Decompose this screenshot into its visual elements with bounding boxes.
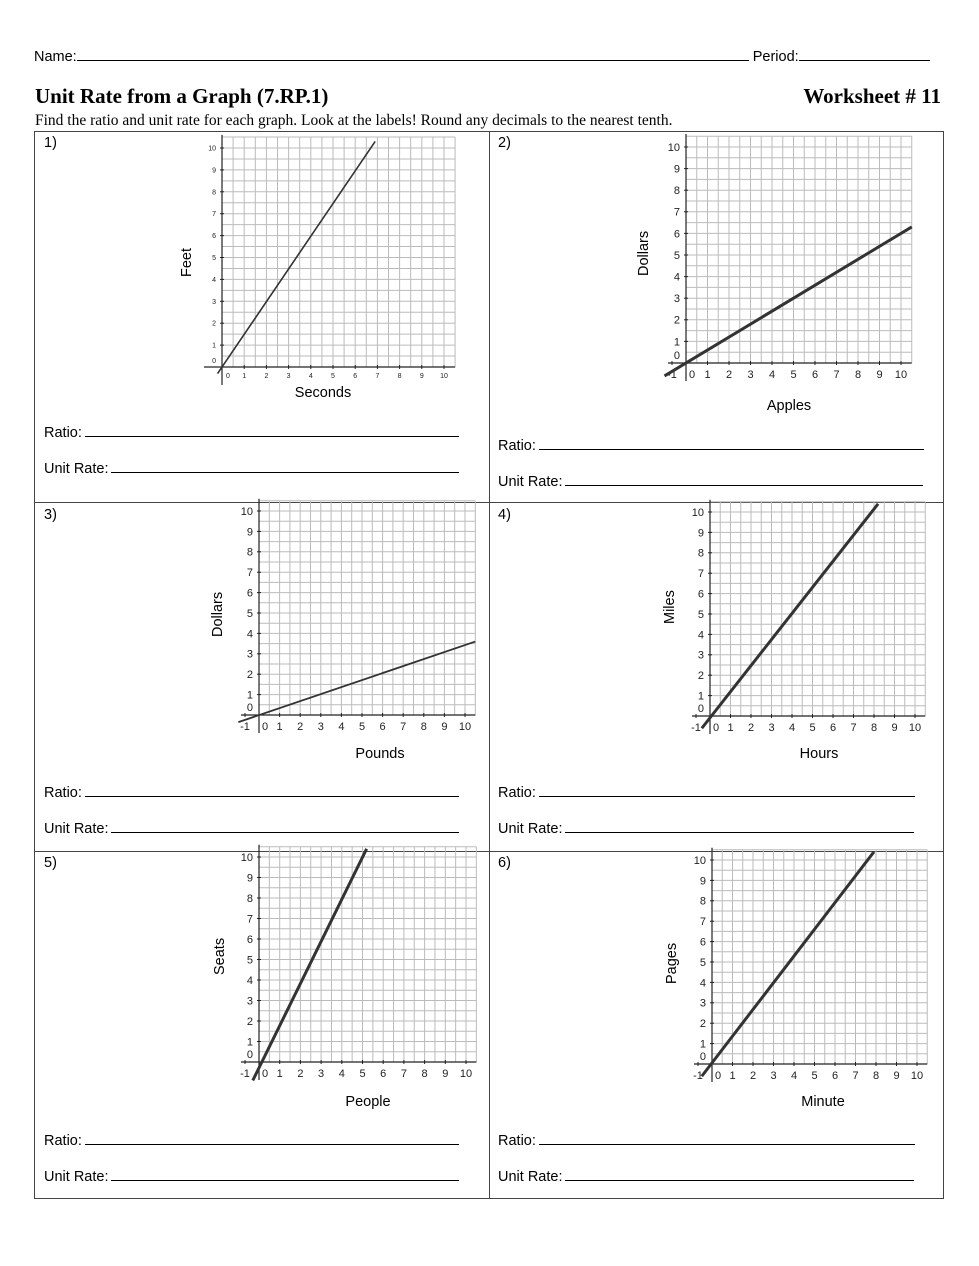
name-blank[interactable] [77,48,749,61]
ratio-label-2: Ratio: [498,438,536,454]
y-tick-label: 6 [212,233,216,241]
x-tick-label: 3 [770,1070,777,1082]
unit-rate-line-6 [498,1166,914,1185]
y-tick-label: 7 [246,913,253,926]
ratio-blank-3[interactable] [85,782,459,797]
x-tick-label: 6 [831,1070,839,1082]
x-tick-label: 6 [829,722,837,734]
x-tick-label: 9 [419,373,424,380]
y-tick-label: 3 [697,649,704,662]
x-tick-label: 6 [380,1068,387,1080]
y-tick-label: 10 [693,854,706,867]
x-tick-label: 1 [729,1070,736,1082]
x-tick-label: 10 [440,373,448,380]
y-tick-label: 9 [212,167,216,175]
problem-number-4: 4) [498,507,511,523]
ratio-line-6 [498,1130,915,1149]
y-tick-label: 7 [212,211,216,219]
y-tick-label: 9 [246,872,253,885]
unit-rate-label-1: Unit Rate: [44,461,109,477]
unit-rate-blank-3[interactable] [111,818,459,833]
x-tick-label: 2 [747,722,755,734]
x-tick-label: 7 [852,1070,859,1082]
x-tick-label: 7 [400,721,407,733]
y-tick-label: 8 [697,547,704,560]
ratio-blank-5[interactable] [85,1130,459,1145]
x-tick-label: 0 [261,1068,269,1080]
x-tick-label: 0 [226,373,230,380]
y-tick-label: 9 [673,163,680,176]
graph-1-ylabel: Feet [179,247,195,277]
y-tick-label: 5 [246,607,253,620]
unit-rate-label-6: Unit Rate: [498,1169,563,1185]
x-tick-label: 10 [894,369,908,381]
ratio-label-5: Ratio: [44,1133,82,1149]
x-tick-label: -1 [691,722,701,734]
x-tick-label: 4 [790,1070,798,1082]
unit-rate-line-2 [498,471,923,490]
y-tick-label: 9 [699,875,706,888]
data-line [702,504,878,728]
y-tick-label: 5 [699,956,706,969]
unit-rate-blank-6[interactable] [565,1166,914,1181]
y-tick-label: 4 [246,974,253,987]
ratio-blank-6[interactable] [539,1130,915,1145]
x-tick-label: -1 [240,1068,250,1080]
x-tick-label: 2 [264,373,269,380]
instructions: Find the ratio and unit rate for each graph. Look at the labels! Round any decimals to the nearest tenth. [35,112,673,129]
graph-3-ylabel: Dollars [210,591,226,637]
table-divider-vertical [489,131,490,1199]
y-tick-label: 4 [246,628,253,641]
x-tick-label: 7 [375,373,380,380]
x-tick-label: 7 [400,1068,407,1080]
x-tick-label: 4 [308,373,313,380]
y-tick-label: 4 [212,276,216,284]
y-tick-label: 10 [691,506,704,519]
y-tick-label: 4 [697,629,704,642]
y-tick-label: 1 [673,336,680,349]
y-tick-label: 1 [699,1038,706,1051]
x-tick-label: 10 [908,722,922,734]
y-tick-label: 10 [240,505,253,518]
ratio-blank-2[interactable] [539,435,924,450]
y-tick-label: 1 [246,1036,253,1049]
problem-number-2: 2) [498,135,511,151]
page-title: Unit Rate from a Graph (7.RP.1) [35,84,329,108]
y-tick-label: 8 [246,546,253,559]
ratio-line-1 [44,422,459,441]
x-tick-label: 2 [749,1070,757,1082]
unit-rate-blank-4[interactable] [565,818,914,833]
x-tick-label: 2 [297,721,304,733]
x-tick-label: 9 [876,369,883,381]
unit-rate-line-3 [44,818,459,837]
y-tick-label: 3 [246,648,253,661]
y-tick-label: 3 [673,293,680,306]
ratio-label-1: Ratio: [44,425,82,441]
ratio-blank-1[interactable] [85,422,459,437]
x-tick-label: 9 [441,721,448,733]
x-tick-label: -1 [240,721,250,733]
ratio-line-4 [498,782,915,801]
y-tick-label: 5 [212,254,216,262]
x-tick-label: 10 [910,1070,924,1082]
unit-rate-line-4 [498,818,914,837]
y-tick-label: 6 [246,587,253,600]
ratio-line-2 [498,435,924,454]
x-tick-label: 8 [397,373,402,380]
x-tick-label: 0 [688,369,696,381]
y-tick-label: 5 [673,249,680,262]
graph-1 [196,136,458,386]
y-tick-label: 6 [699,936,706,949]
y-tick-label: 1 [697,690,704,703]
x-tick-label: 5 [790,369,797,381]
x-tick-label: 8 [421,1068,428,1080]
problem-number-1: 1) [44,135,57,151]
graph-2-ylabel: Dollars [636,230,652,276]
problem-number-5: 5) [44,855,57,871]
y-tick-label: 1 [246,689,253,702]
data-line [665,227,912,376]
graph-4-ylabel: Miles [662,590,678,624]
y-tick-label: 2 [673,314,680,327]
worksheet-number: Worksheet # 11 [803,84,941,108]
name-label: Name: [34,49,77,65]
problem-number-3: 3) [44,507,57,523]
y-tick-label: 8 [699,895,706,908]
y-tick-label: 2 [246,669,253,682]
y-tick-label: 2 [212,320,216,328]
y-tick-label: 7 [673,206,680,219]
x-tick-label: 1 [276,1068,283,1080]
graph-5-ylabel: Seats [212,937,228,975]
name-period-line [34,48,946,65]
x-tick-label: 10 [458,721,472,733]
data-line [253,849,367,1081]
unit-rate-label-3: Unit Rate: [44,821,109,837]
y-tick-label: 10 [208,145,216,153]
graph-1-xlabel: Seconds [294,385,352,401]
x-tick-label: 4 [768,369,776,381]
y-tick-label: 10 [667,141,680,154]
x-tick-label: 5 [809,722,816,734]
x-tick-label: 1 [242,373,247,380]
unit-rate-blank-2[interactable] [565,471,923,486]
x-tick-label: 3 [286,373,291,380]
ratio-blank-4[interactable] [539,782,915,797]
x-tick-label: 4 [338,1068,345,1080]
y-tick-label: 8 [212,189,216,197]
unit-rate-blank-5[interactable] [111,1166,459,1181]
y-tick-label: 5 [246,954,253,967]
unit-rate-blank-1[interactable] [111,458,459,473]
x-tick-label: 4 [788,722,796,734]
period-label: Period: [752,49,799,65]
x-tick-label: 8 [872,1070,880,1082]
x-tick-label: 5 [811,1070,818,1082]
x-tick-label: 9 [442,1068,449,1080]
graph-2-xlabel: Apples [766,398,812,414]
x-tick-label: 3 [317,721,324,733]
x-tick-label: 1 [276,721,283,733]
y-tick-label: 7 [246,567,253,580]
x-tick-label: 9 [893,1070,900,1082]
x-tick-label: 5 [331,373,335,380]
y-tick-label: 10 [240,851,253,864]
y-tick-label: 7 [697,568,704,581]
x-tick-label: 6 [379,721,386,733]
ratio-line-3 [44,782,459,801]
y-tick-label: 4 [673,271,680,284]
x-tick-label: 4 [338,721,345,733]
x-tick-label: 3 [318,1068,325,1080]
graph-5-xlabel: People [345,1094,391,1110]
graph-4 [680,503,930,741]
ratio-label-3: Ratio: [44,785,82,801]
y-tick-label: 3 [246,995,253,1008]
y-tick-label: 3 [212,298,216,306]
x-tick-label: -1 [667,369,677,381]
graph-6-xlabel: Minute [801,1094,845,1110]
period-blank[interactable] [799,48,930,61]
y-tick-label: 5 [697,608,704,621]
x-tick-label: 5 [359,1068,366,1080]
ratio-label-6: Ratio: [498,1133,536,1149]
y-tick-label: 0 [699,1051,706,1063]
x-tick-label: 0 [714,1070,722,1082]
graph-3-xlabel: Pounds [355,746,405,762]
y-tick-label: 2 [246,1015,253,1028]
ratio-label-4: Ratio: [498,785,536,801]
x-tick-label: 7 [850,722,857,734]
x-tick-label: 7 [833,369,840,381]
x-tick-label: 1 [704,369,711,381]
graph-4-xlabel: Hours [799,746,839,762]
y-tick-label: 8 [246,892,253,905]
x-tick-label: -1 [693,1070,703,1082]
problem-number-6: 6) [498,855,511,871]
y-tick-label: 2 [699,1018,706,1031]
unit-rate-label-2: Unit Rate: [498,474,563,490]
y-tick-label: 0 [212,358,216,365]
unit-rate-label-4: Unit Rate: [498,821,563,837]
y-tick-label: 6 [697,588,704,601]
y-tick-label: 1 [212,342,216,350]
y-tick-label: 3 [699,997,706,1010]
y-tick-label: 0 [246,1049,253,1061]
x-tick-label: 6 [811,369,819,381]
x-tick-label: 6 [353,373,358,380]
ratio-line-5 [44,1130,459,1149]
y-tick-label: 0 [246,702,253,714]
y-tick-label: 9 [697,527,704,540]
x-tick-label: 3 [747,369,754,381]
x-tick-label: 8 [854,369,862,381]
x-tick-label: 8 [870,722,878,734]
x-tick-label: 0 [712,722,720,734]
y-tick-label: 9 [246,526,253,539]
x-tick-label: 9 [891,722,898,734]
y-tick-label: 4 [699,977,706,990]
unit-rate-line-1 [44,458,459,477]
graph-6-ylabel: Pages [664,942,680,984]
graph-2 [654,138,924,388]
y-tick-label: 6 [673,228,680,241]
x-tick-label: 1 [727,722,734,734]
x-tick-label: 0 [261,721,269,733]
x-tick-label: 3 [768,722,775,734]
y-tick-label: 0 [673,350,680,362]
y-tick-label: 7 [699,916,706,929]
y-tick-label: 0 [697,703,704,715]
y-tick-label: 8 [673,185,680,198]
x-tick-label: 2 [297,1068,304,1080]
unit-rate-line-5 [44,1166,459,1185]
x-tick-label: 5 [358,721,366,733]
y-tick-label: 2 [697,670,704,683]
graph-3 [228,503,484,741]
graph-6 [682,851,932,1091]
y-tick-label: 6 [246,933,253,946]
unit-rate-label-5: Unit Rate: [44,1169,109,1185]
x-tick-label: 2 [725,369,733,381]
x-tick-label: 8 [420,721,427,733]
x-tick-label: 10 [459,1068,473,1080]
graph-5 [230,851,482,1091]
